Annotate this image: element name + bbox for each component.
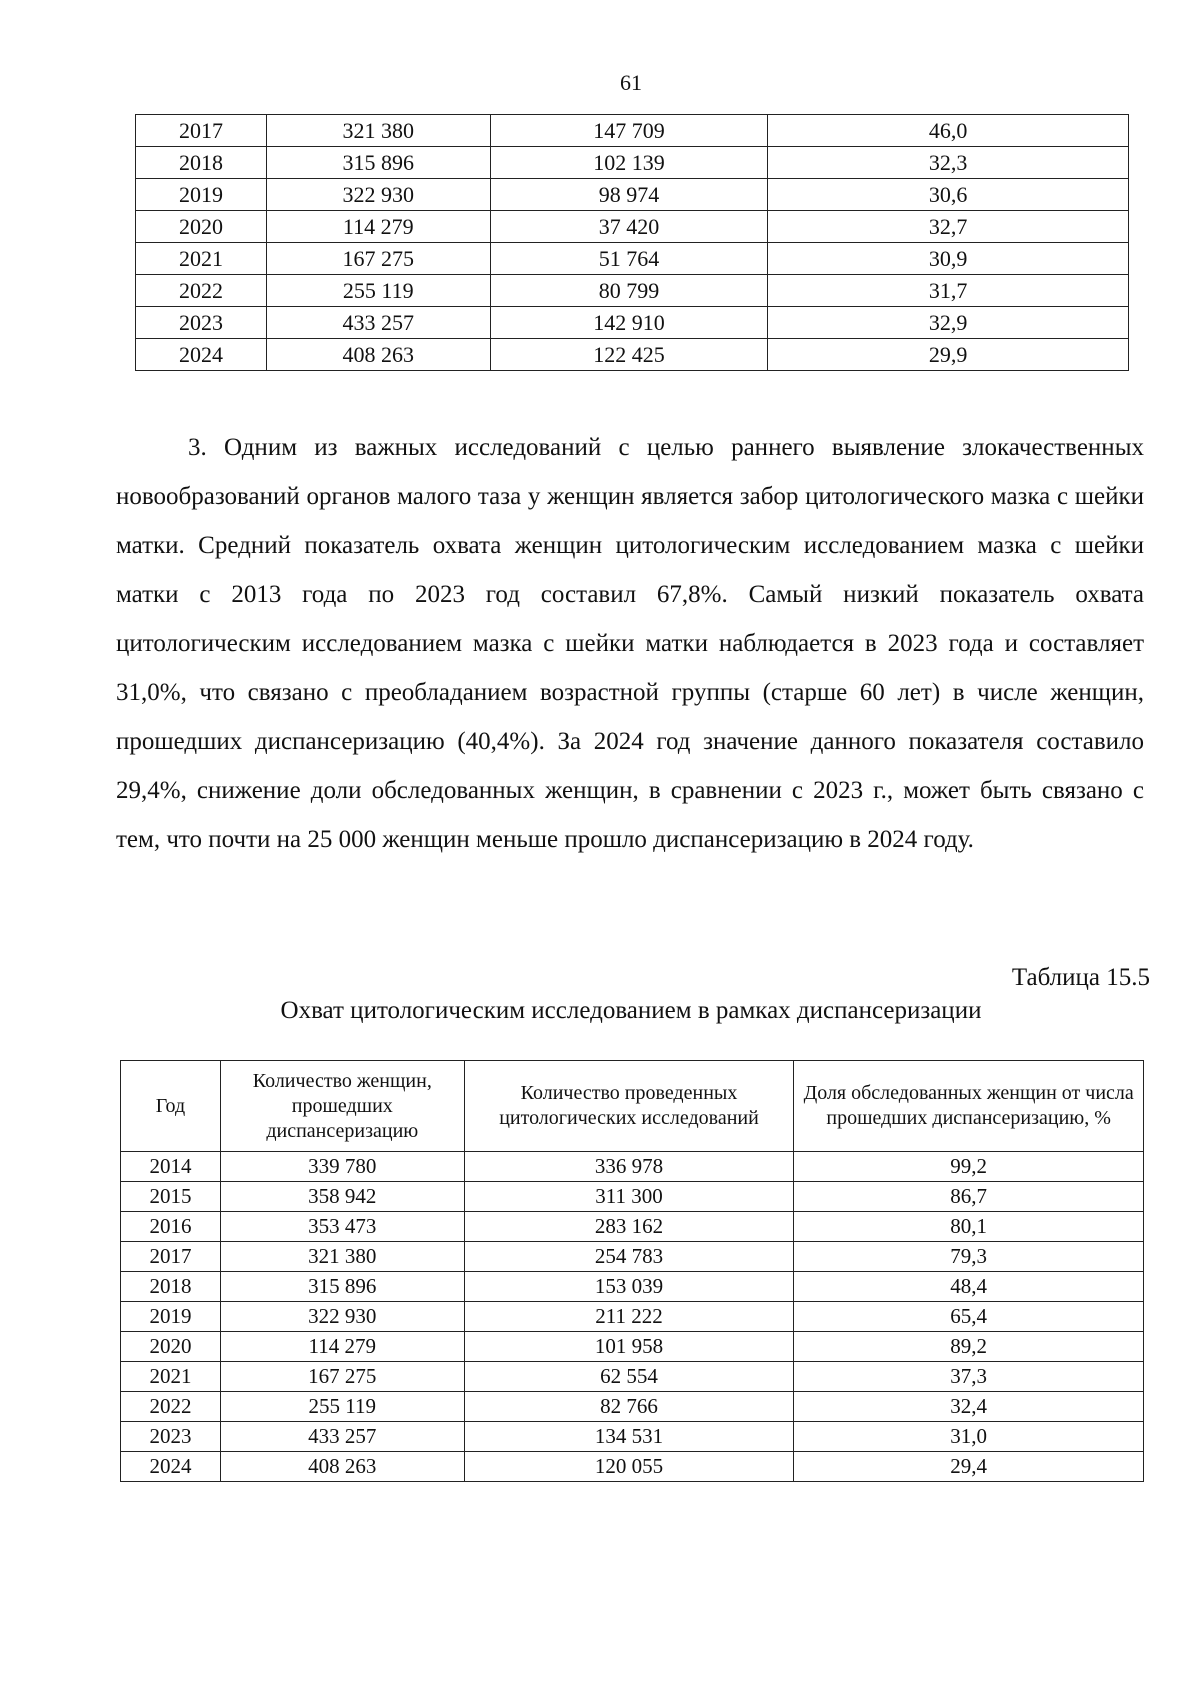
cell-women: 353 473 [220,1212,464,1242]
cell-year: 2019 [136,179,267,211]
cell-year: 2022 [136,275,267,307]
cell-share: 80,1 [794,1212,1144,1242]
table-row [136,179,1129,211]
table-row [136,147,1129,179]
cell-tests: 80 799 [490,275,768,307]
cell-share: 89,2 [794,1332,1144,1362]
cell-year: 2024 [136,339,267,371]
cell-tests: 142 910 [490,307,768,339]
cell-women: 433 257 [220,1422,464,1452]
header-tests-count: Количество проведенных цитологических исследований [464,1061,794,1152]
cell-share: 86,7 [794,1182,1144,1212]
table-caption: Охват цитологическим исследованием в рамках диспансеризации [280,997,982,1024]
table-row [121,1422,1144,1452]
cell-year: 2023 [121,1422,221,1452]
cell-tests: 98 974 [490,179,768,211]
table-header-row [121,1061,1144,1152]
table-row [121,1242,1144,1272]
table-row [121,1182,1144,1212]
cell-tests: 120 055 [464,1452,794,1482]
cell-women: 322 930 [266,179,490,211]
cell-women: 433 257 [266,307,490,339]
cell-share: 32,9 [768,307,1129,339]
cell-women: 167 275 [266,243,490,275]
cell-tests: 147 709 [490,115,768,147]
cell-tests: 122 425 [490,339,768,371]
cell-share: 32,7 [768,211,1129,243]
cell-tests: 311 300 [464,1182,794,1212]
table-row [121,1452,1144,1482]
page-number: 61 [620,70,642,95]
cell-tests: 153 039 [464,1272,794,1302]
cytology-table-body [121,1152,1144,1482]
header-year: Год [121,1061,221,1152]
cell-women: 321 380 [220,1242,464,1272]
cell-year: 2014 [121,1152,221,1182]
table-row [121,1332,1144,1362]
table-continued-body [136,115,1129,371]
cell-women: 167 275 [220,1362,464,1392]
cell-tests: 102 139 [490,147,768,179]
cell-share: 32,3 [768,147,1129,179]
cell-women: 339 780 [220,1152,464,1182]
cell-women: 321 380 [266,115,490,147]
cell-share: 29,4 [794,1452,1144,1482]
table-row [136,339,1129,371]
cell-share: 46,0 [768,115,1129,147]
cell-year: 2018 [136,147,267,179]
cell-share: 31,0 [794,1422,1144,1452]
header-share: Доля обследованных женщин от числа прошедших диспансеризацию, % [794,1061,1144,1152]
cell-year: 2020 [136,211,267,243]
cell-share: 30,9 [768,243,1129,275]
cell-share: 31,7 [768,275,1129,307]
table-row [121,1212,1144,1242]
cell-tests: 101 958 [464,1332,794,1362]
cell-tests: 51 764 [490,243,768,275]
cell-tests: 82 766 [464,1392,794,1422]
cell-women: 315 896 [220,1272,464,1302]
cell-women: 114 279 [220,1332,464,1362]
cell-tests: 37 420 [490,211,768,243]
cell-women: 114 279 [266,211,490,243]
cell-women: 322 930 [220,1302,464,1332]
cell-share: 37,3 [794,1362,1144,1392]
cell-year: 2015 [121,1182,221,1212]
cell-year: 2018 [121,1272,221,1302]
cell-share: 30,6 [768,179,1129,211]
table-row [136,115,1129,147]
table-row [121,1272,1144,1302]
cell-women: 358 942 [220,1182,464,1212]
cell-share: 32,4 [794,1392,1144,1422]
cell-year: 2023 [136,307,267,339]
cell-year: 2022 [121,1392,221,1422]
cell-year: 2021 [136,243,267,275]
cell-women: 255 119 [266,275,490,307]
body-paragraph: 3. Одним из важных исследований с целью раннего выявление злокачественных новообразований органов малого таза у женщин является забор цитологического мазка с шейки матки. Средний показатель охвата женщин цитологическим исследованием мазка с шейки матки с 2013 года по 2023 год составил 67,8%. Самый низкий показатель охвата цитологическим исследованием мазка с шейки матки наблюдается в 2023 года и составляет 31,0%, что связано с преобладанием возрастной группы (старше 60 лет) в числе женщин, прошедших диспансеризацию (40,4%). За 2024 год значение данного показателя составило 29,4%, снижение доли обследованных женщин, в сравнении с 2023 г., может быть связано с тем, что почти на 25 000 женщин меньше прошло диспансеризацию в 2024 году. [116,434,1144,853]
cell-share: 48,4 [794,1272,1144,1302]
table-label: Таблица 15.5 [1011,964,1150,991]
cell-share: 29,9 [768,339,1129,371]
cell-year: 2019 [121,1302,221,1332]
cell-tests: 211 222 [464,1302,794,1332]
table-row [136,211,1129,243]
cell-year: 2017 [136,115,267,147]
cell-year: 2017 [121,1242,221,1272]
cell-year: 2021 [121,1362,221,1392]
cell-tests: 336 978 [464,1152,794,1182]
cell-tests: 254 783 [464,1242,794,1272]
table-row [136,307,1129,339]
cell-share: 99,2 [794,1152,1144,1182]
table-row [121,1302,1144,1332]
cell-women: 408 263 [266,339,490,371]
cell-share: 65,4 [794,1302,1144,1332]
cell-women: 255 119 [220,1392,464,1422]
cell-women: 315 896 [266,147,490,179]
table-row [136,243,1129,275]
cell-tests: 134 531 [464,1422,794,1452]
table-row [136,275,1129,307]
table-row [121,1392,1144,1422]
cell-tests: 283 162 [464,1212,794,1242]
cytology-coverage-table [120,1060,1144,1482]
header-women-count: Количество женщин, прошедших диспансеризацию [220,1061,464,1152]
cell-year: 2016 [121,1212,221,1242]
cell-share: 79,3 [794,1242,1144,1272]
table-continued [135,114,1129,371]
cell-year: 2020 [121,1332,221,1362]
table-row [121,1152,1144,1182]
cell-women: 408 263 [220,1452,464,1482]
table-row [121,1362,1144,1392]
cell-tests: 62 554 [464,1362,794,1392]
cell-year: 2024 [121,1452,221,1482]
